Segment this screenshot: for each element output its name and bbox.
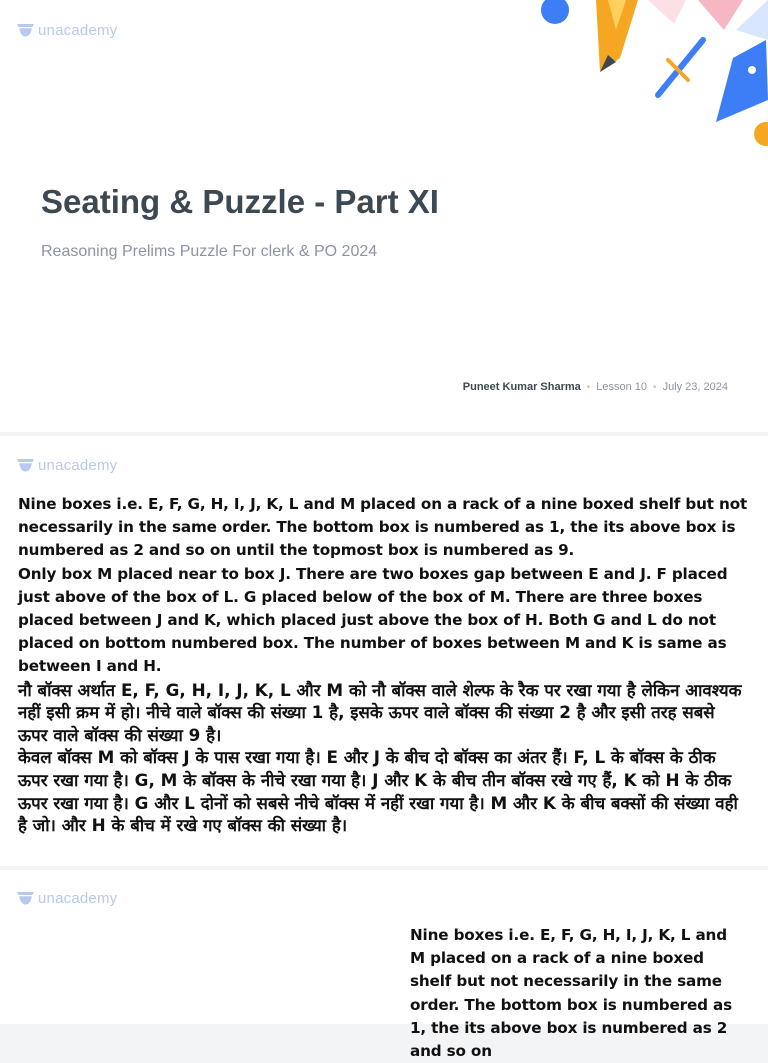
next-slide-partial <box>0 870 768 1061</box>
lesson-meta <box>463 381 728 393</box>
brand-name: unacademy <box>38 22 118 39</box>
unacademy-logo <box>17 890 117 907</box>
puzzle-english-paragraph-2: Only box M placed near to box J. There are two boxes gap between E and J. F placed just above of the box of L. G placed below of the box of M. There are three boxes placed between J and K, which placed just above the box of H. Both G and L do not placed on bottom numbered box. The number of boxes between M and K is same as between I and H. <box>18 564 728 676</box>
puzzle-english-column: Nine boxes i.e. E, F, G, H, I, J, K, L and M placed on a rack of a nine boxed shelf but not necessarily in the same order. The bottom box is numbered as 1, the its above box is numbered as 2 and so on <box>410 926 732 1061</box>
meta-separator: • <box>653 381 657 393</box>
brand-name: unacademy <box>38 457 118 474</box>
unacademy-logo-icon <box>17 892 34 905</box>
title-slide <box>0 0 768 432</box>
unacademy-logo <box>17 457 117 474</box>
unacademy-logo-icon <box>17 459 34 472</box>
meta-separator: • <box>586 381 591 393</box>
puzzle-hindi-paragraph-2: केवल बॉक्स M को बॉक्स J के पास रखा गया है। E और J के बीच दो बॉक्स का अंतर हैं। F, L के बॉक्स के ठीक ऊपर रखा गया है। G, M के बॉक्स के नीचे रखा गया है। J और K के बीच तीन बॉक्स रखे गए हैं, K को H के ठीक ऊपर रखा गया है। G और L दोनों को सबसे नीचे बॉक्स में नहीं रखा गया है। M और K के बीच बक्सों की संख्या वही है जो। और H के बीच में रखे गए बॉक्स की संख्या है। <box>18 747 738 836</box>
lesson-title: Seating & Puzzle - Part XI <box>41 183 439 220</box>
brand-name: unacademy <box>38 890 118 907</box>
author-name: Puneet Kumar Sharma <box>462 381 581 393</box>
puzzle-slide <box>0 436 768 866</box>
lesson-date: July 23, 2024 <box>662 381 728 393</box>
lesson-subtitle: Reasoning Prelims Puzzle For clerk & PO 2024 <box>41 243 378 260</box>
puzzle-hindi-paragraph-1: नौ बॉक्स अर्थात E, F, G, H, I, J, K, L और M को नौ बॉक्स वाले शेल्फ के रैक पर रखा गया है लेकिन आवश्यक नहीं इसी क्रम में हो। नीचे वाले बॉक्स की संख्या 1 है, इसके ऊपर वाले बॉक्स की संख्या 2 है और इसी तरह सबसे ऊपर वाले बॉक्स की संख्या 9 है। <box>18 679 742 745</box>
puzzle-text <box>18 493 748 837</box>
puzzle-english-paragraph-1: Nine boxes i.e. E, F, G, H, I, J, K, L and M placed on a rack of a nine boxed shelf but not necessarily in the same order. The bottom box is numbered as 1, the its above box is numbered as 2 and so on until the topmost box is numbered as 9. <box>18 495 748 560</box>
unacademy-logo-icon <box>17 24 34 37</box>
stationery-decoration-icon <box>538 0 768 160</box>
unacademy-logo <box>17 22 117 39</box>
lesson-number: Lesson 10 <box>596 381 648 393</box>
